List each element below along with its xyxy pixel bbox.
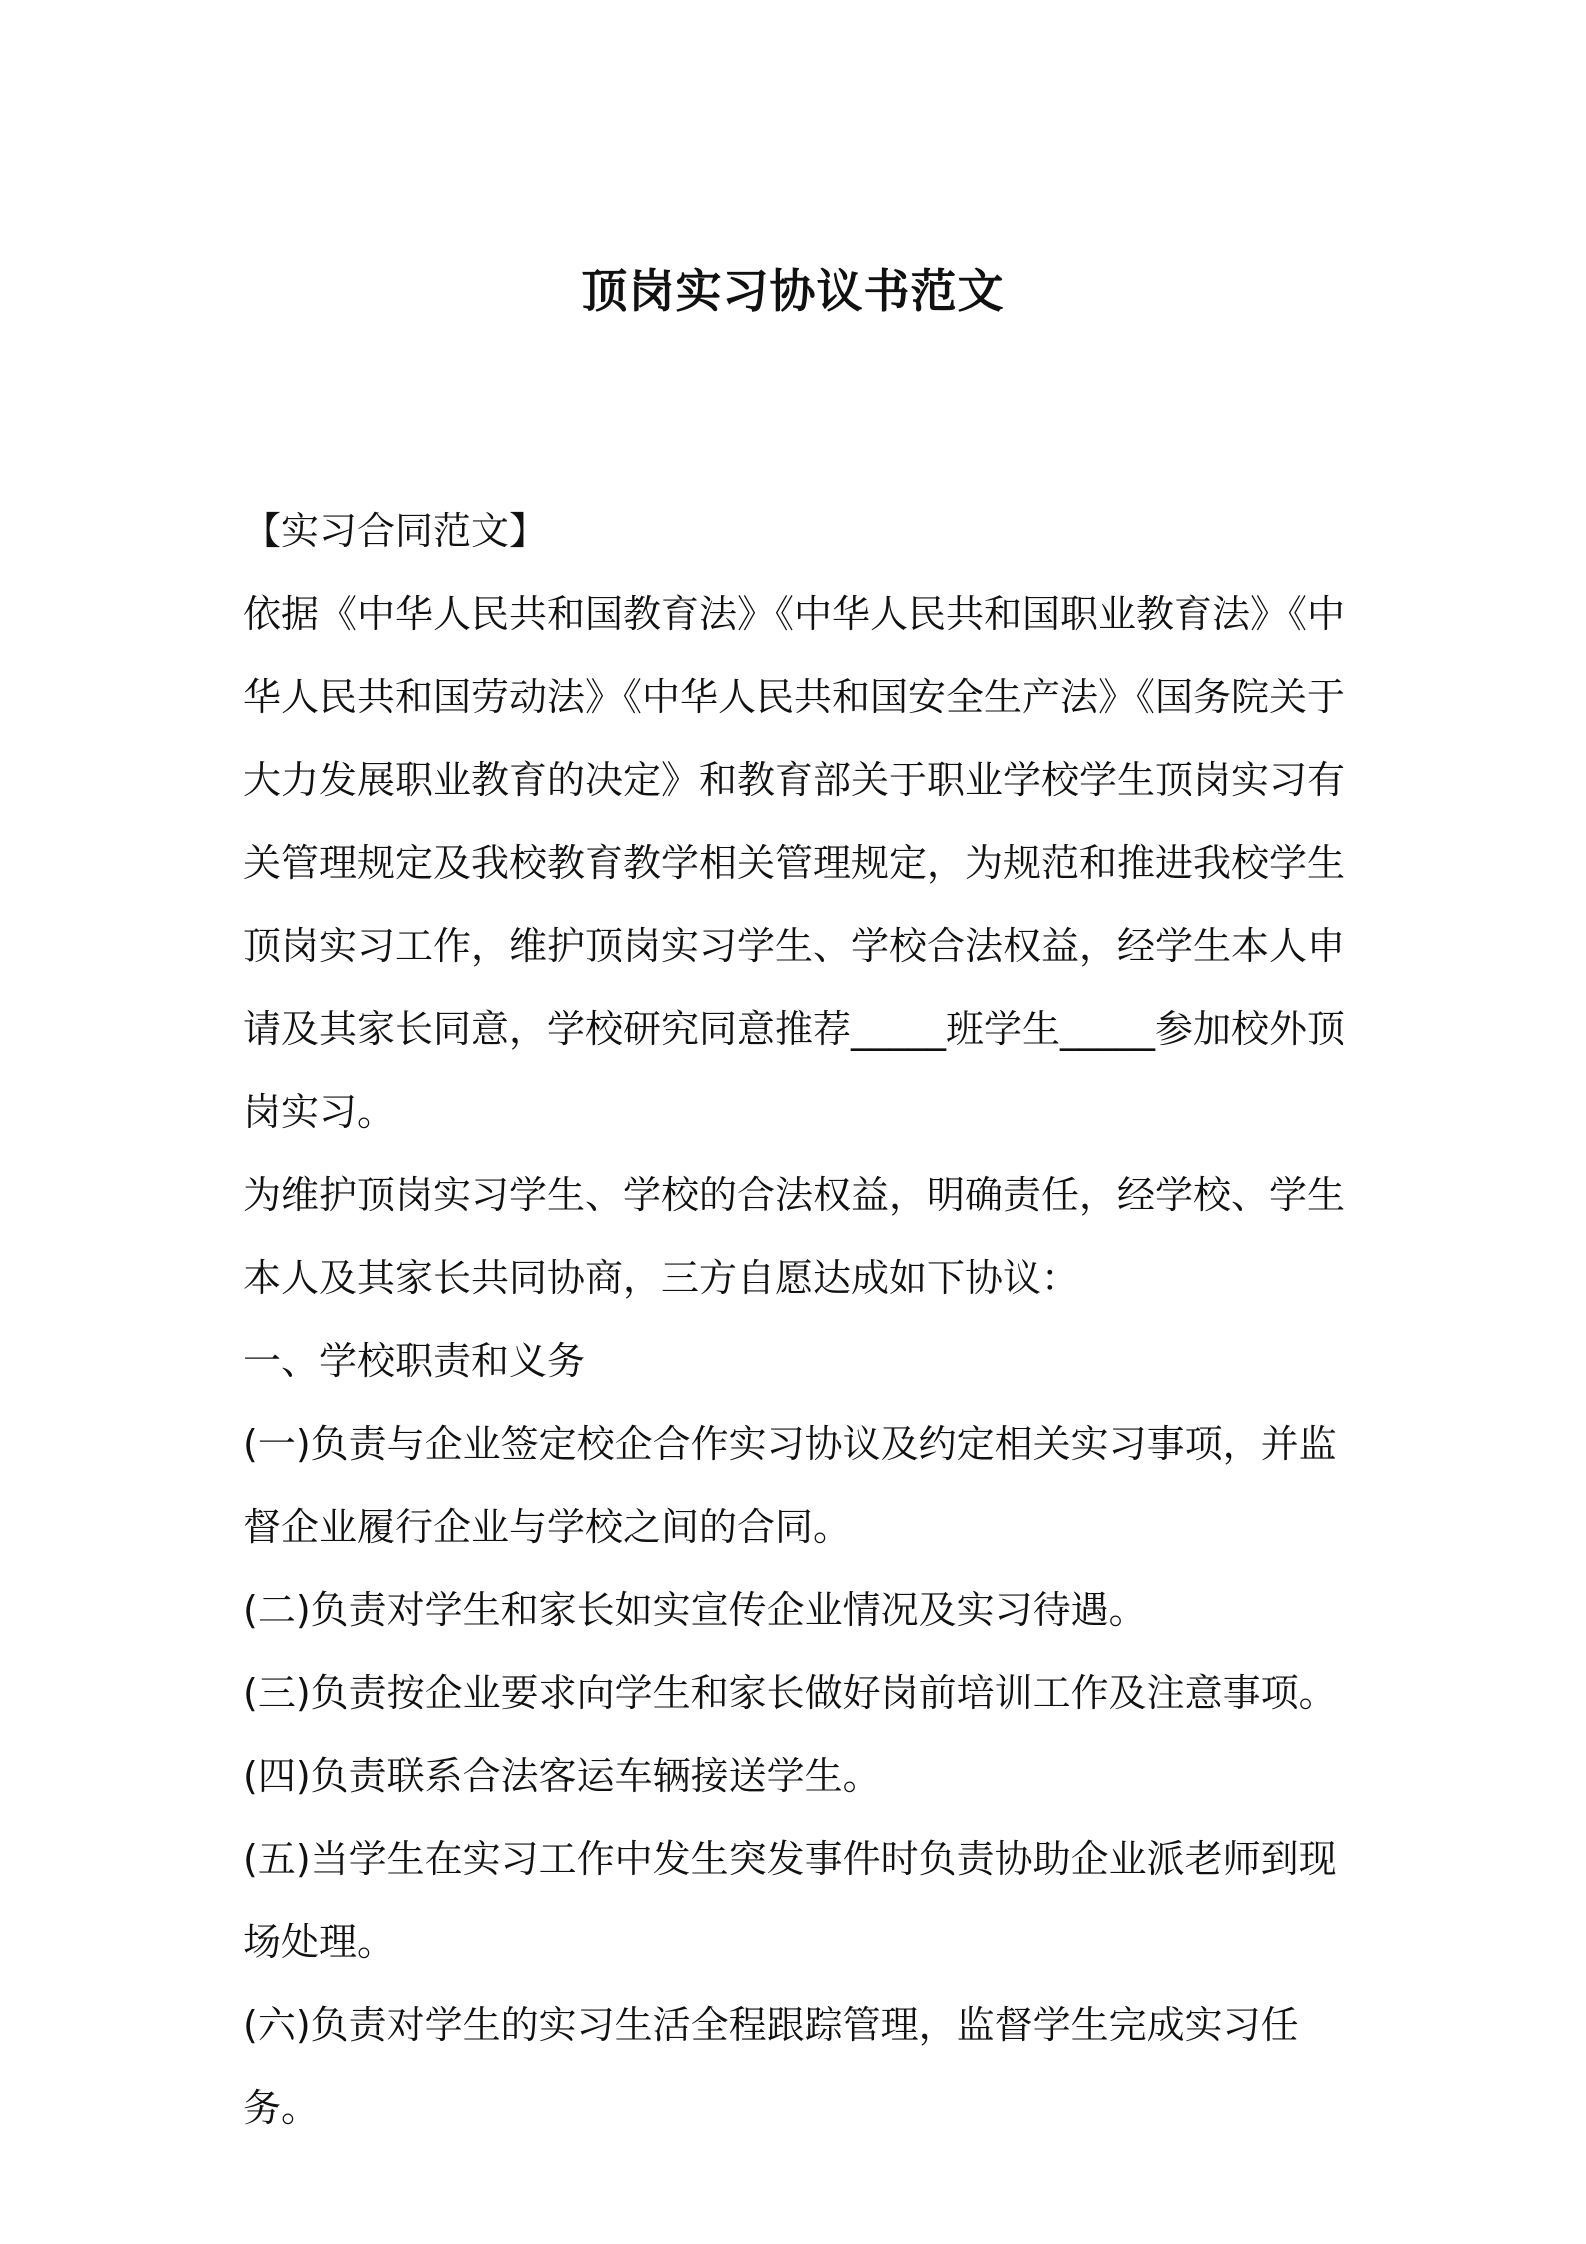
clause-item: (一)负责与企业签定校企合作实习协议及约定相关实习事项，并监督企业履行企业与学校之间的合同。 bbox=[243, 1422, 1337, 1549]
purpose-paragraph: 为维护顶岗实习学生、学校的合法权益，明确责任，经学校、学生本人及其家长共同协商，三方自愿达成如下协议： bbox=[243, 1173, 1346, 1300]
class-blank: _____ bbox=[851, 1007, 947, 1051]
clause-item: (四)负责联系合法客运车辆接送学生。 bbox=[243, 1754, 881, 1798]
section-one-heading: 一、学校职责和义务 bbox=[243, 1339, 586, 1383]
clause-item: (六)负责对学生的实习生活全程跟踪管理，监督学生完成实习任务。 bbox=[243, 2003, 1299, 2130]
intro-paragraph bbox=[243, 573, 1363, 1154]
document-body bbox=[243, 490, 1363, 2150]
document-title: 顶岗实习协议书范文 bbox=[581, 264, 1005, 318]
section-label: 【实习合同范文】 bbox=[243, 509, 548, 553]
student-blank: _____ bbox=[1060, 1007, 1156, 1051]
intro-text: 依据《中华人民共和国教育法》《中华人民共和国职业教育法》《中华人民共和国劳动法》《中华人民共和国安全生产法》《国务院关于大力发展职业教育的决定》和教育部关于职业学校学生顶岗实习有关管理规定及我校教育教学相关管理规定，为规范和推进我校学生顶岗实习工作，维护顶岗实习学生、学校合法权益，经学生本人申请及其家长同意，学校研究同意推荐 bbox=[243, 592, 1346, 1051]
intro-ending: 参加校外顶岗实习。 bbox=[243, 1007, 1346, 1134]
clause-item: (三)负责按企业要求向学生和家长做好岗前培训工作及注意事项。 bbox=[243, 1671, 1337, 1715]
clause-item: (五)当学生在实习工作中发生突发事件时负责协助企业派老师到现场处理。 bbox=[243, 1837, 1337, 1964]
intro-class-suffix: 班学生 bbox=[946, 1007, 1061, 1051]
clause-item: (二)负责对学生和家长如实宣传企业情况及实习待遇。 bbox=[243, 1588, 1147, 1632]
